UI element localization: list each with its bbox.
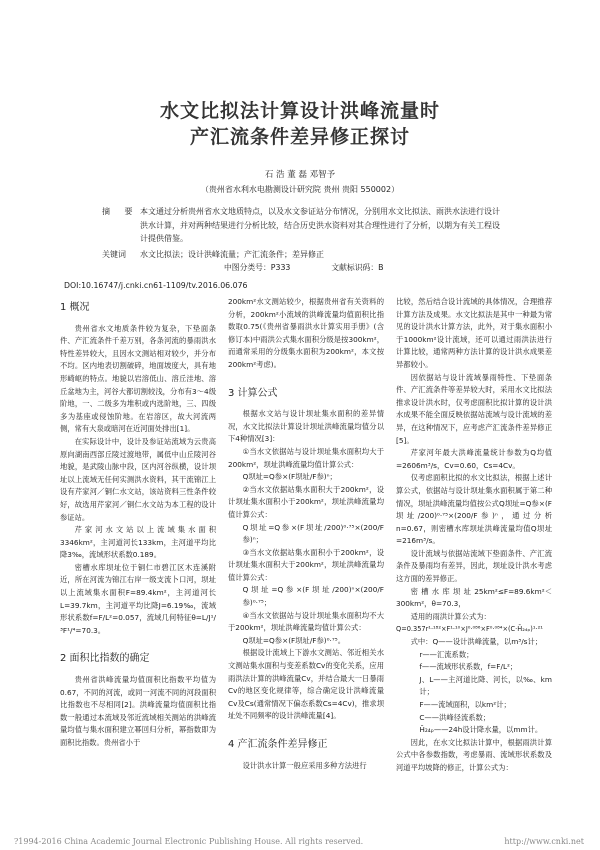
copyright-text: ?1994-2016 China Academic Journal Electronic Publishing House. All rights reserved. — [14, 837, 364, 846]
paragraph: 根据水文站与设计坝址集水面积的差异情况，水文比拟法计算设计坝址洪峰流量均值分以下4种情况[3]： — [228, 409, 384, 444]
formula: Q坝址=Q参×(F坝址/F参)⁰·⁷⁵。 — [242, 635, 346, 645]
paragraph: 式中：Q——设计洪峰流量，以m³/s计； — [410, 637, 543, 647]
paragraph: 200km²水文测站较少，根据贵州省有关资料的分析，200km²小流域的洪峰流量均值面积比指数取0.75(《贵州省暴雨洪水计算实用手册》(含修订本)中雨洪公式集水面积分级是按300km²，而通常采用的分级集水面积为200km²，本文按200km²考虑)。 — [228, 297, 384, 369]
paragraph: 设计洪水计算一般应采用多种方法进行 — [242, 760, 367, 770]
cnki-url: http://www.cnki.net — [504, 837, 584, 846]
formula: Q坝址=Q参×(F坝址/F参)ⁿ； — [242, 472, 337, 482]
abstract-label: 摘 要 — [102, 207, 139, 216]
case-text: ①当水文依据站与设计坝址集水面积均大于200km²，坝址洪峰流量均值计算公式： — [228, 446, 384, 469]
section-heading-3: 3 计算公式 — [228, 387, 278, 399]
variable-definition: C——洪峰径流系数； — [419, 712, 491, 722]
paper-title-line2: 产汇流条件差异修正探讨 — [189, 126, 410, 148]
paragraph: 贵州省洪峰流量均值面积比指数平均值为0.67，不同的河流，或同一河流不同的河段面积比指数也不尽相同[2]。洪峰流量均值面积比指数一般通过本流域及邻近流域相关测站的洪峰流量均值与集水面积建立幂回归分析，幂指数即为面积比指数。贵州省小于 — [60, 675, 216, 747]
variable-definition: J、L——主河道比降、河长，以‰、km计； — [419, 674, 552, 697]
case-text: ②当水文依据站集水面积大于200km²，设计坝址集水面积小于200km²，坝址洪峰流量均值计算公式： — [228, 484, 384, 519]
paragraph: 仅考虑面积比拟的水文比拟法，根据上述计算公式，依据站与设计坝址集水面积属于第二种情况，坝址洪峰流量均值按公式Q坝址=Q参×(F坝址/200)⁰·⁷⁵×(200/F参)ⁿ，通过分析n=0.67，则密槽水库坝址洪峰流量均值Q坝址=216m³/s。 — [396, 473, 552, 546]
variable-definition: f——流域形状系数，f=F/L²； — [419, 662, 518, 672]
formula: Q坝址=Q参×(F坝址/200)ⁿ×(200/F参)⁰·⁷⁵； — [242, 585, 384, 608]
clc-number: 中图分类号：P333 — [224, 263, 291, 272]
paragraph: 适用的雨洪计算公式为： — [410, 611, 491, 621]
abstract-row — [102, 205, 506, 246]
column-3 — [396, 296, 552, 775]
paragraph: 因依据站与设计流域暴雨特性、下垫面条件、产汇流条件等差异较大时，采用水文比拟法推求设计洪水时，仅考虑面积比拟计算的设计洪水成果不能全面反映依据站流域与设计流域的差异，在这种情况下，应考虑产汇流条件差异修正[5]。 — [396, 372, 552, 445]
abstract-block — [102, 205, 506, 275]
abstract-text: 本文通过分析贵州省水文地质特点，以及水文参证站分布情况，分别用水文比拟法、雨洪水法进行设计洪水计算，并对两种结果进行分析比较，结合历史洪水资料对其合理性进行了分析，以期为有关工程设计提供借鉴。 — [140, 207, 500, 243]
variable-definition: r——汇流系数； — [419, 649, 474, 659]
paragraph: 芹家河水文站以上流域集水面积3346km²，主河道河长133km，主河道平均比降3‰，流域形状系数0.189。 — [60, 525, 216, 560]
authors: 石 浩 董 磊 邓智予 — [264, 170, 336, 180]
paragraph: 芹家河年最大洪峰流量统计参数为Q均值=2606m³/s，Cv=0.60，Cs=4Cv。 — [396, 448, 552, 470]
footer — [0, 834, 600, 846]
document-code: 文献标识码：B — [331, 263, 384, 272]
variable-definition: F——流域面积，以km²计； — [419, 700, 511, 709]
section-heading-4: 4 产汇流条件差异修正 — [228, 739, 328, 750]
variable-definition: H̄₂₄ₚ——24h设计降水量，以mm计。 — [419, 725, 543, 735]
doi: DOI:10.16747/j.cnki.cn61-1109/tv.2016.06.076 — [64, 281, 248, 290]
rain-flood-formula: Q=0.357r¹·¹⁸²×F¹·¹⁰×J⁰·⁰⁸⁶×F⁰·⁰⁸⁴×(C·H̄₂₄ₚ)¹·²¹ — [396, 625, 543, 634]
column-2 — [228, 296, 384, 772]
paper-title-line1: 水文比拟法计算设计洪峰流量时 — [159, 100, 440, 122]
classification-line — [102, 261, 506, 275]
case-text: ④当水文依据站与设计坝址集水面积均不大于200km²，坝址洪峰流量均值计算公式： — [228, 610, 384, 633]
section-heading-2: 2 面积比指数的确定 — [60, 653, 150, 665]
formula: Q坝址=Q参×(F坝址/200)⁰·⁷⁵×(200/F参)ⁿ； — [242, 522, 384, 545]
keywords-text: 水文比拟法；设计洪峰流量；产汇流条件；差异修正 — [140, 249, 324, 259]
case-text: ③当水文依据站集水面积小于200km²，设计坝址集水面积大于200km²，坝址洪峰流量均值计算公式： — [228, 547, 384, 582]
keywords-label: 关键词 — [102, 249, 126, 259]
column-1 — [60, 296, 216, 750]
paragraph: 因此，在水文比拟法计算中，根据雨洪计算公式中各参数指数，考虑暴雨、流域形状系数及河道平均坡降的修正，计算公式为： — [396, 737, 552, 772]
keywords-row — [102, 248, 506, 262]
paragraph: 密槽水库坝址25km²≤F=89.6km²＜300km²，θ=70.3， — [396, 586, 552, 609]
paragraph: 根据设计流域上下游水文测站、邻近相关水文测站集水面积与变差系数Cv的变化关系，应用雨洪法计算的洪峰流量Cv，并结合最大一日暴雨Cv的地区变化规律等，综合确定设计洪峰流量Cv及Cs(通常情况下偏态系数Cs=4Cv)，推求坝址处不同频率的设计洪峰流量[4]。 — [228, 648, 384, 721]
section-heading-1: 1 概况 — [60, 302, 90, 313]
paragraph: 密槽水库坝址位于铜仁市碧江区木连溪附近，所在河流为锦江右岸一级支流卜口河，坝址以上流域集水面积F=89.4km²，主河道河长L=39.7km，主河道平均比降J=6.19‰，流域形状系数f=F/L²=0.057，流域几何特征θ=L/J¹/³F¹/⁴=70.3。 — [60, 562, 216, 635]
paragraph: 设计流域与依据站流域下垫面条件、产汇流条件及暴雨均有差异，因此，坝址设计洪水考虑这方面的差异修正。 — [396, 548, 552, 584]
paragraph: 贵州省水文地质条件较为复杂，下垫面条件、产汇流条件千差万别，各条河流的暴雨洪水特性差异较大，且因水文测站相对较少，并分布不均。区内地表切割破碎，地面坡度大，具有地形崎岖的特点。地貌以岩溶低山、溶丘洼地、溶丘盆地为主，河谷大都切割较浅，分布有3～4级阶地，一、二级多为堆积或内选阶地，三、四级多为基座或侵蚀阶地。在岩溶区，故大河流两侧，常有大泉或暗河在近河面处排出[1]。 — [60, 323, 216, 434]
paragraph: 比较，然后结合设计流域的具体情况，合理推荐计算方法及成果。水文比拟法是其中一种最为常见的设计洪水计算方法，此外，对于集水面积小于1000km²设计流域，还可以通过雨洪法进行计算比较，通常两种方法计算的设计洪水成果差异都较小。 — [396, 297, 552, 369]
affiliation: （贵州省水利水电勘测设计研究院 贵州 贵阳 550002） — [200, 185, 400, 194]
paragraph: 在实际设计中，设计及参证站流域为云贵高原向湖南西部丘陵过渡地带，属低中山丘陵河谷地貌，是武陵山脉中段，区内河谷纵横，设计坝址以上流域无任何实测洪水资料，其干流锦江上设有芹家河／铜仁水文站，该站资料三性条件较好，故选用芹家河／铜仁水文站为本工程的设计参证站。 — [60, 436, 216, 522]
